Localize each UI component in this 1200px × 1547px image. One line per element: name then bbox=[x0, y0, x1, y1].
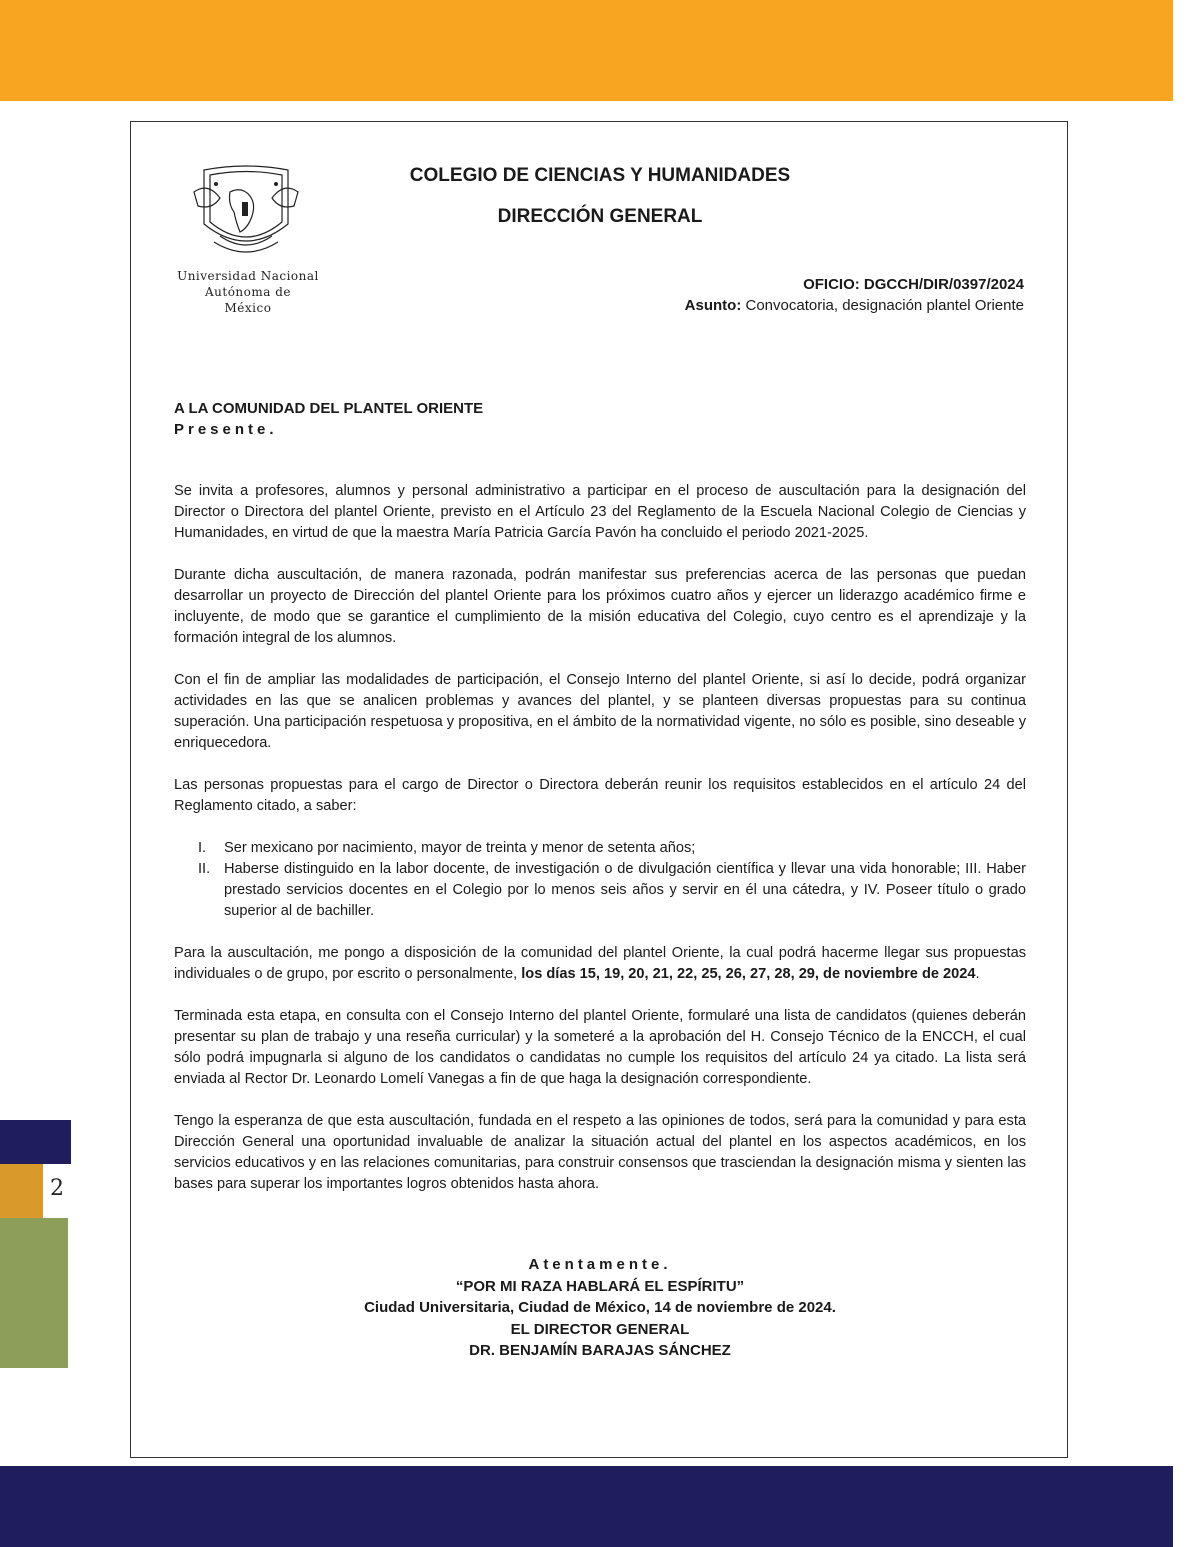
paragraph-2: Durante dicha auscultación, de manera razonada, podrán manifestar sus preferencias acerca de las personas que puedan desarrollar un proyecto de Dirección del plantel Oriente para los próximos cuatro años y ejercer un liderazgo académico firme e incluyente, de modo que se garantice el cumplimiento de la misión educativa del Colegio, cuyo centro es el aprendizaje y la formación integral de los alumnos. bbox=[174, 567, 1026, 646]
place-date: Ciudad Universitaria, Ciudad de México, 14 de noviembre de 2024. bbox=[364, 1299, 836, 1316]
side-green-tab bbox=[0, 1218, 68, 1368]
list-numeral: II. bbox=[198, 861, 211, 877]
signer-position: EL DIRECTOR GENERAL bbox=[510, 1320, 690, 1338]
list-item bbox=[174, 838, 1026, 859]
paragraph-6: Terminada esta etapa, en consulta con el Consejo Interno del plantel Oriente, formularé una lista de candidatos (quienes deberán presentar su plan de trabajo y una reseña curricular) y la someteré a la aprobación del H. Consejo Técnico de la ENCCH, el cual sólo podrá impugnarla si alguno de los candidatos o candidatas no cumple los requisitos del artículo 24 ya citado. La lista será enviada al Rector Dr. Leonardo Lomelí Vanegas a fin de que haga la designación correspondiente. bbox=[174, 1008, 1026, 1087]
asunto-line bbox=[685, 295, 1024, 316]
department-title: DIRECCIÓN GENERAL bbox=[497, 206, 703, 227]
signature-block bbox=[300, 1254, 900, 1362]
list-text: Haberse distinguido en la labor docente, de investigación o de divulgación científica y llevar una vida honorable; III. Haber prestado servicios docentes en el Colegio por lo menos seis años y servir en él una cátedra, y IV. Poseer título o grado superior al de bachiller. bbox=[224, 861, 1026, 919]
motto: “POR MI RAZA HABLARÁ EL ESPÍRITU” bbox=[455, 1277, 745, 1295]
addressee-line: A LA COMUNIDAD DEL PLANTEL ORIENTE bbox=[174, 400, 484, 417]
oficio-number: OFICIO: DGCCH/DIR/0397/2024 bbox=[803, 276, 1024, 293]
paragraph-5: Para la auscultación, me pongo a disposición de la comunidad del plantel Oriente, la cual podrá hacerme llegar sus propuestas individuales o de grupo, por escrito o personalmente, los días 15, 19, 20, 21, 22, 25, 26, 27, 28, 29, de noviembre de 2024. bbox=[174, 945, 1026, 982]
paragraph-7: Tengo la esperanza de que esta auscultación, fundada en el respeto a las opiniones de todos, será para la comunidad y para esta Dirección General una oportunidad invaluable de analizar la situación actual del plantel en los aspectos académicos, en los servicios educativos y en las relaciones comunitarias, para construir consensos que trasciendan la designación misma y sienten las bases para superar los importantes logros obtenidos hasta ahora. bbox=[174, 1113, 1026, 1192]
requirements-list bbox=[174, 838, 1026, 922]
bottom-navy-band bbox=[0, 1466, 1173, 1547]
paragraph-4: Las personas propuestas para el cargo de Director o Directora deberán reunir los requisitos establecidos en el artículo 24 del Reglamento citado, a saber: bbox=[174, 777, 1026, 814]
unam-seal-icon bbox=[190, 162, 302, 262]
asunto-label: Asunto: bbox=[684, 297, 742, 314]
addressee bbox=[174, 398, 483, 440]
signer-name: DR. BENJAMÍN BARAJAS SÁNCHEZ bbox=[469, 1342, 731, 1359]
asunto-value: Convocatoria, designación plantel Oriente bbox=[741, 297, 1024, 314]
presente: Presente. bbox=[174, 421, 278, 438]
list-text: Ser mexicano por nacimiento, mayor de treinta y menor de setenta años; bbox=[224, 840, 696, 856]
institution-title: COLEGIO DE CIENCIAS Y HUMANIDADES bbox=[409, 165, 791, 186]
side-navy-tab bbox=[0, 1120, 71, 1164]
list-numeral: I. bbox=[198, 840, 207, 856]
university-name: Universidad Nacional Autónoma de México bbox=[177, 269, 319, 315]
reference-block bbox=[685, 274, 1024, 316]
paragraph-3: Con el fin de ampliar las modalidades de participación, el Consejo Interno del plantel Oriente, si así lo decide, podrá organizar actividades en las que se analicen problemas y avances del plantel, y se planteen diversas propuestas para su continua superación. Una participación respetuosa y propositiva, en el ámbito de la normatividad vigente, no sólo es posible, sino deseable y enriquecedora. bbox=[174, 672, 1026, 751]
paragraph-1: Se invita a profesores, alumnos y personal administrativo a participar en el proceso de auscultación para la designación del Director o Directora del plantel Oriente, previsto en el Artículo 23 del Reglamento de la Escuela Nacional Colegio de Ciencias y Humanidades, en virtud de que la maestra María Patricia García Pavón ha concluido el periodo 2021-2025. bbox=[174, 483, 1026, 541]
top-orange-band bbox=[0, 0, 1173, 101]
side-orange-tab bbox=[0, 1164, 43, 1218]
submission-dates: los días 15, 19, 20, 21, 22, 25, 26, 27, 28, 29, de noviembre de 2024 bbox=[521, 966, 976, 982]
letter-body bbox=[174, 481, 1026, 1216]
closing: Atentamente. bbox=[528, 1256, 672, 1273]
list-item bbox=[174, 859, 1026, 922]
page-number: 2 bbox=[50, 1176, 64, 1201]
